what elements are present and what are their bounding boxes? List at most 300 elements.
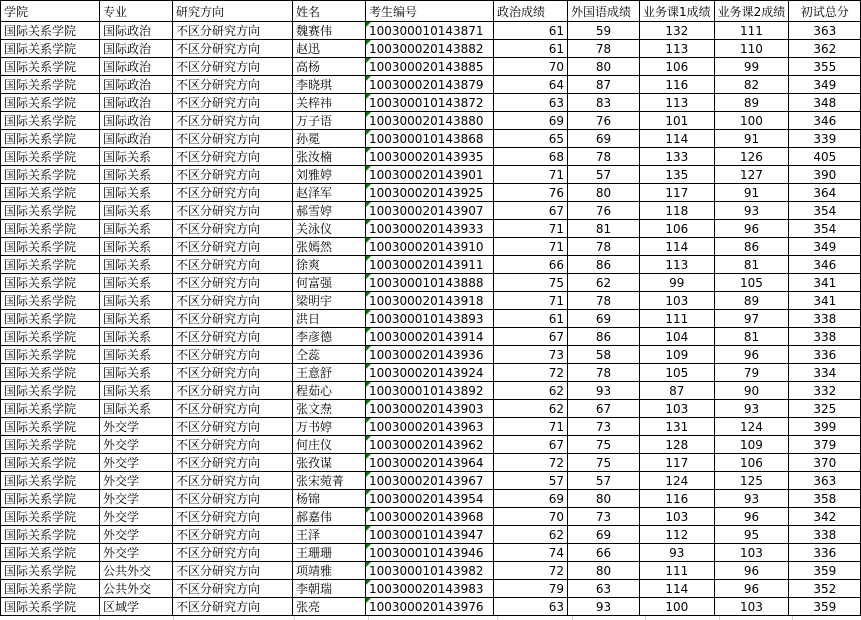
cell-politics[interactable]: 64 bbox=[494, 76, 568, 94]
cell-foreign[interactable]: 69 bbox=[568, 130, 640, 148]
cell-politics[interactable]: 71 bbox=[494, 166, 568, 184]
cell-total[interactable]: 354 bbox=[789, 202, 861, 220]
cell-course1[interactable]: 113 bbox=[640, 40, 715, 58]
cell-direction[interactable]: 不区分研究方向 bbox=[173, 184, 293, 202]
cell-name[interactable]: 徐爽 bbox=[293, 256, 366, 274]
cell-name[interactable]: 刘雅婷 bbox=[293, 166, 366, 184]
cell-course1[interactable]: 135 bbox=[640, 166, 715, 184]
cell-id[interactable] bbox=[366, 526, 494, 544]
cell-foreign[interactable]: 93 bbox=[568, 598, 640, 616]
cell-name[interactable]: 洪日 bbox=[293, 310, 366, 328]
cell-course1[interactable]: 128 bbox=[640, 436, 715, 454]
cell-course2[interactable]: 96 bbox=[714, 346, 789, 364]
cell-politics[interactable]: 72 bbox=[494, 454, 568, 472]
cell-name[interactable]: 张亮 bbox=[293, 598, 366, 616]
cell-direction[interactable]: 不区分研究方向 bbox=[173, 400, 293, 418]
cell-name[interactable]: 李彦德 bbox=[293, 328, 366, 346]
cell-direction[interactable]: 不区分研究方向 bbox=[173, 544, 293, 562]
cell-foreign[interactable]: 93 bbox=[568, 382, 640, 400]
cell-direction[interactable]: 不区分研究方向 bbox=[173, 130, 293, 148]
cell-foreign[interactable]: 73 bbox=[568, 418, 640, 436]
cell-direction[interactable]: 不区分研究方向 bbox=[173, 274, 293, 292]
cell-course1[interactable]: 103 bbox=[640, 292, 715, 310]
cell-college[interactable]: 国际关系学院 bbox=[1, 310, 100, 328]
cell-college[interactable]: 国际关系学院 bbox=[1, 220, 100, 238]
cell-major[interactable]: 国际政治 bbox=[100, 130, 173, 148]
cell-name[interactable]: 梁明宇 bbox=[293, 292, 366, 310]
cell-course1[interactable]: 116 bbox=[640, 490, 715, 508]
cell-course2[interactable]: 82 bbox=[714, 76, 789, 94]
cell-name[interactable]: 仝蕊 bbox=[293, 346, 366, 364]
cell-direction[interactable]: 不区分研究方向 bbox=[173, 292, 293, 310]
cell-foreign[interactable]: 80 bbox=[568, 184, 640, 202]
cell-total[interactable]: 355 bbox=[789, 58, 861, 76]
cell-foreign[interactable]: 78 bbox=[568, 238, 640, 256]
cell-course1[interactable]: 114 bbox=[640, 130, 715, 148]
cell-college[interactable]: 国际关系学院 bbox=[1, 22, 100, 40]
cell-total[interactable]: 346 bbox=[789, 256, 861, 274]
cell-major[interactable]: 公共外交 bbox=[100, 562, 173, 580]
cell-foreign[interactable]: 75 bbox=[568, 436, 640, 454]
cell-foreign[interactable]: 86 bbox=[568, 328, 640, 346]
cell-course2[interactable]: 89 bbox=[714, 94, 789, 112]
cell-politics[interactable]: 65 bbox=[494, 130, 568, 148]
cell-college[interactable]: 国际关系学院 bbox=[1, 382, 100, 400]
cell-course1[interactable]: 109 bbox=[640, 346, 715, 364]
cell-direction[interactable]: 不区分研究方向 bbox=[173, 256, 293, 274]
cell-college[interactable]: 国际关系学院 bbox=[1, 94, 100, 112]
cell-direction[interactable]: 不区分研究方向 bbox=[173, 598, 293, 616]
cell-id[interactable] bbox=[366, 598, 494, 616]
cell-course2[interactable]: 96 bbox=[714, 562, 789, 580]
cell-foreign[interactable]: 62 bbox=[568, 274, 640, 292]
cell-direction[interactable]: 不区分研究方向 bbox=[173, 58, 293, 76]
cell-course2[interactable]: 91 bbox=[714, 130, 789, 148]
cell-total[interactable]: 352 bbox=[789, 580, 861, 598]
cell-major[interactable]: 国际关系 bbox=[100, 220, 173, 238]
cell-course1[interactable]: 87 bbox=[640, 382, 715, 400]
cell-college[interactable]: 国际关系学院 bbox=[1, 166, 100, 184]
cell-politics[interactable]: 71 bbox=[494, 238, 568, 256]
cell-name[interactable]: 王意舒 bbox=[293, 364, 366, 382]
cell-major[interactable]: 公共外交 bbox=[100, 580, 173, 598]
cell-college[interactable]: 国际关系学院 bbox=[1, 454, 100, 472]
cell-id[interactable] bbox=[366, 436, 494, 454]
cell-total[interactable]: 325 bbox=[789, 400, 861, 418]
cell-total[interactable]: 338 bbox=[789, 328, 861, 346]
cell-name[interactable]: 何富强 bbox=[293, 274, 366, 292]
cell-id[interactable] bbox=[366, 148, 494, 166]
cell-course2[interactable]: 96 bbox=[714, 580, 789, 598]
cell-foreign[interactable]: 83 bbox=[568, 94, 640, 112]
cell-total[interactable]: 341 bbox=[789, 292, 861, 310]
cell-total[interactable]: 363 bbox=[789, 22, 861, 40]
cell-course1[interactable]: 117 bbox=[640, 454, 715, 472]
cell-foreign[interactable]: 80 bbox=[568, 562, 640, 580]
cell-direction[interactable]: 不区分研究方向 bbox=[173, 112, 293, 130]
cell-total[interactable]: 399 bbox=[789, 418, 861, 436]
cell-college[interactable]: 国际关系学院 bbox=[1, 112, 100, 130]
cell-politics[interactable]: 75 bbox=[494, 274, 568, 292]
cell-major[interactable]: 国际政治 bbox=[100, 40, 173, 58]
cell-name[interactable]: 赵泽军 bbox=[293, 184, 366, 202]
cell-foreign[interactable]: 80 bbox=[568, 58, 640, 76]
cell-major[interactable]: 国际关系 bbox=[100, 202, 173, 220]
cell-name[interactable]: 郝嘉伟 bbox=[293, 508, 366, 526]
cell-name[interactable]: 万子语 bbox=[293, 112, 366, 130]
cell-total[interactable]: 349 bbox=[789, 76, 861, 94]
cell-foreign[interactable]: 76 bbox=[568, 112, 640, 130]
cell-id[interactable] bbox=[366, 382, 494, 400]
cell-course2[interactable]: 109 bbox=[714, 436, 789, 454]
cell-course1[interactable]: 101 bbox=[640, 112, 715, 130]
cell-direction[interactable]: 不区分研究方向 bbox=[173, 382, 293, 400]
cell-foreign[interactable]: 73 bbox=[568, 508, 640, 526]
cell-direction[interactable]: 不区分研究方向 bbox=[173, 22, 293, 40]
cell-id[interactable] bbox=[366, 418, 494, 436]
cell-name[interactable]: 张文焘 bbox=[293, 400, 366, 418]
cell-politics[interactable]: 67 bbox=[494, 436, 568, 454]
cell-course1[interactable]: 114 bbox=[640, 238, 715, 256]
cell-college[interactable]: 国际关系学院 bbox=[1, 130, 100, 148]
cell-id[interactable] bbox=[366, 94, 494, 112]
cell-id[interactable] bbox=[366, 274, 494, 292]
cell-direction[interactable]: 不区分研究方向 bbox=[173, 526, 293, 544]
cell-major[interactable]: 国际关系 bbox=[100, 328, 173, 346]
cell-politics[interactable]: 71 bbox=[494, 418, 568, 436]
cell-politics[interactable]: 62 bbox=[494, 526, 568, 544]
cell-name[interactable]: 张嫣然 bbox=[293, 238, 366, 256]
cell-major[interactable]: 国际政治 bbox=[100, 22, 173, 40]
cell-course2[interactable]: 79 bbox=[714, 364, 789, 382]
cell-politics[interactable]: 73 bbox=[494, 346, 568, 364]
cell-major[interactable]: 国际关系 bbox=[100, 346, 173, 364]
cell-foreign[interactable]: 58 bbox=[568, 346, 640, 364]
cell-id[interactable] bbox=[366, 400, 494, 418]
cell-id[interactable] bbox=[366, 112, 494, 130]
cell-total[interactable]: 358 bbox=[789, 490, 861, 508]
cell-politics[interactable]: 79 bbox=[494, 580, 568, 598]
cell-name[interactable]: 魏赛伟 bbox=[293, 22, 366, 40]
cell-id[interactable] bbox=[366, 454, 494, 472]
cell-direction[interactable]: 不区分研究方向 bbox=[173, 418, 293, 436]
cell-course2[interactable]: 81 bbox=[714, 256, 789, 274]
cell-id[interactable] bbox=[366, 220, 494, 238]
cell-total[interactable]: 359 bbox=[789, 598, 861, 616]
cell-name[interactable]: 李朝瑞 bbox=[293, 580, 366, 598]
cell-college[interactable]: 国际关系学院 bbox=[1, 292, 100, 310]
cell-major[interactable]: 国际关系 bbox=[100, 364, 173, 382]
cell-politics[interactable]: 61 bbox=[494, 40, 568, 58]
cell-course2[interactable]: 124 bbox=[714, 418, 789, 436]
cell-course1[interactable]: 104 bbox=[640, 328, 715, 346]
cell-name[interactable]: 高杨 bbox=[293, 58, 366, 76]
cell-major[interactable]: 国际政治 bbox=[100, 58, 173, 76]
cell-foreign[interactable]: 69 bbox=[568, 526, 640, 544]
cell-politics[interactable]: 70 bbox=[494, 58, 568, 76]
header-name[interactable]: 姓名 bbox=[293, 1, 366, 22]
cell-course2[interactable]: 96 bbox=[714, 220, 789, 238]
cell-id[interactable] bbox=[366, 364, 494, 382]
cell-direction[interactable]: 不区分研究方向 bbox=[173, 220, 293, 238]
cell-major[interactable]: 国际政治 bbox=[100, 112, 173, 130]
cell-id[interactable] bbox=[366, 472, 494, 490]
cell-major[interactable]: 外交学 bbox=[100, 472, 173, 490]
cell-major[interactable]: 区域学 bbox=[100, 598, 173, 616]
cell-course1[interactable]: 106 bbox=[640, 58, 715, 76]
cell-total[interactable]: 370 bbox=[789, 454, 861, 472]
cell-foreign[interactable]: 63 bbox=[568, 580, 640, 598]
cell-total[interactable]: 346 bbox=[789, 112, 861, 130]
cell-course2[interactable]: 100 bbox=[714, 112, 789, 130]
cell-course2[interactable]: 103 bbox=[714, 598, 789, 616]
cell-direction[interactable]: 不区分研究方向 bbox=[173, 490, 293, 508]
cell-course1[interactable]: 124 bbox=[640, 472, 715, 490]
cell-course2[interactable]: 90 bbox=[714, 382, 789, 400]
cell-major[interactable]: 外交学 bbox=[100, 418, 173, 436]
cell-course2[interactable]: 126 bbox=[714, 148, 789, 166]
cell-college[interactable]: 国际关系学院 bbox=[1, 40, 100, 58]
cell-course2[interactable]: 91 bbox=[714, 184, 789, 202]
cell-course2[interactable]: 81 bbox=[714, 328, 789, 346]
cell-course2[interactable]: 93 bbox=[714, 202, 789, 220]
cell-college[interactable]: 国际关系学院 bbox=[1, 256, 100, 274]
cell-politics[interactable]: 69 bbox=[494, 490, 568, 508]
cell-total[interactable]: 364 bbox=[789, 184, 861, 202]
cell-politics[interactable]: 68 bbox=[494, 148, 568, 166]
cell-course1[interactable]: 103 bbox=[640, 508, 715, 526]
cell-course2[interactable]: 93 bbox=[714, 400, 789, 418]
cell-college[interactable]: 国际关系学院 bbox=[1, 148, 100, 166]
cell-name[interactable]: 杨锦 bbox=[293, 490, 366, 508]
cell-total[interactable]: 379 bbox=[789, 436, 861, 454]
cell-direction[interactable]: 不区分研究方向 bbox=[173, 148, 293, 166]
cell-foreign[interactable]: 87 bbox=[568, 76, 640, 94]
cell-total[interactable]: 338 bbox=[789, 526, 861, 544]
cell-course1[interactable]: 117 bbox=[640, 184, 715, 202]
cell-id[interactable] bbox=[366, 130, 494, 148]
cell-total[interactable]: 336 bbox=[789, 544, 861, 562]
cell-foreign[interactable]: 78 bbox=[568, 148, 640, 166]
cell-total[interactable]: 363 bbox=[789, 472, 861, 490]
cell-name[interactable]: 关梓祎 bbox=[293, 94, 366, 112]
cell-id[interactable] bbox=[366, 238, 494, 256]
cell-course1[interactable]: 100 bbox=[640, 598, 715, 616]
cell-major[interactable]: 国际关系 bbox=[100, 400, 173, 418]
header-politics[interactable]: 政治成绩 bbox=[494, 1, 568, 22]
cell-major[interactable]: 国际关系 bbox=[100, 274, 173, 292]
cell-college[interactable]: 国际关系学院 bbox=[1, 274, 100, 292]
header-foreign[interactable]: 外国语成绩 bbox=[568, 1, 640, 22]
cell-total[interactable]: 405 bbox=[789, 148, 861, 166]
cell-college[interactable]: 国际关系学院 bbox=[1, 364, 100, 382]
cell-course1[interactable]: 114 bbox=[640, 580, 715, 598]
cell-college[interactable]: 国际关系学院 bbox=[1, 400, 100, 418]
header-candidate-id[interactable]: 考生编号 bbox=[366, 1, 494, 22]
cell-politics[interactable]: 61 bbox=[494, 310, 568, 328]
cell-name[interactable]: 王珊珊 bbox=[293, 544, 366, 562]
cell-foreign[interactable]: 78 bbox=[568, 292, 640, 310]
cell-major[interactable]: 国际政治 bbox=[100, 94, 173, 112]
cell-politics[interactable]: 70 bbox=[494, 508, 568, 526]
cell-major[interactable]: 国际关系 bbox=[100, 184, 173, 202]
header-course1[interactable]: 业务课1成绩 bbox=[640, 1, 715, 22]
cell-direction[interactable]: 不区分研究方向 bbox=[173, 346, 293, 364]
cell-id[interactable] bbox=[366, 562, 494, 580]
cell-direction[interactable]: 不区分研究方向 bbox=[173, 94, 293, 112]
cell-foreign[interactable]: 86 bbox=[568, 256, 640, 274]
cell-politics[interactable]: 72 bbox=[494, 364, 568, 382]
cell-course2[interactable]: 95 bbox=[714, 526, 789, 544]
cell-course1[interactable]: 132 bbox=[640, 22, 715, 40]
cell-name[interactable]: 李晓琪 bbox=[293, 76, 366, 94]
cell-course2[interactable]: 99 bbox=[714, 58, 789, 76]
cell-total[interactable]: 334 bbox=[789, 364, 861, 382]
cell-course2[interactable]: 105 bbox=[714, 274, 789, 292]
cell-major[interactable]: 国际关系 bbox=[100, 238, 173, 256]
cell-major[interactable]: 国际关系 bbox=[100, 382, 173, 400]
cell-course1[interactable]: 103 bbox=[640, 400, 715, 418]
header-college[interactable]: 学院 bbox=[1, 1, 100, 22]
cell-direction[interactable]: 不区分研究方向 bbox=[173, 364, 293, 382]
cell-course2[interactable]: 93 bbox=[714, 490, 789, 508]
cell-id[interactable] bbox=[366, 184, 494, 202]
cell-major[interactable]: 外交学 bbox=[100, 490, 173, 508]
cell-course2[interactable]: 103 bbox=[714, 544, 789, 562]
cell-direction[interactable]: 不区分研究方向 bbox=[173, 40, 293, 58]
cell-foreign[interactable]: 69 bbox=[568, 310, 640, 328]
cell-politics[interactable]: 71 bbox=[494, 220, 568, 238]
cell-foreign[interactable]: 75 bbox=[568, 454, 640, 472]
cell-politics[interactable]: 62 bbox=[494, 382, 568, 400]
cell-total[interactable]: 332 bbox=[789, 382, 861, 400]
cell-total[interactable]: 390 bbox=[789, 166, 861, 184]
cell-college[interactable]: 国际关系学院 bbox=[1, 328, 100, 346]
cell-course2[interactable]: 97 bbox=[714, 310, 789, 328]
cell-id[interactable] bbox=[366, 544, 494, 562]
cell-total[interactable]: 349 bbox=[789, 238, 861, 256]
cell-politics[interactable]: 69 bbox=[494, 112, 568, 130]
cell-direction[interactable]: 不区分研究方向 bbox=[173, 436, 293, 454]
header-major[interactable]: 专业 bbox=[100, 1, 173, 22]
cell-foreign[interactable]: 67 bbox=[568, 400, 640, 418]
cell-politics[interactable]: 74 bbox=[494, 544, 568, 562]
cell-college[interactable]: 国际关系学院 bbox=[1, 202, 100, 220]
cell-name[interactable]: 万书婷 bbox=[293, 418, 366, 436]
cell-id[interactable] bbox=[366, 292, 494, 310]
cell-politics[interactable]: 67 bbox=[494, 202, 568, 220]
cell-college[interactable]: 国际关系学院 bbox=[1, 184, 100, 202]
cell-course2[interactable]: 106 bbox=[714, 454, 789, 472]
cell-name[interactable]: 程茹心 bbox=[293, 382, 366, 400]
cell-direction[interactable]: 不区分研究方向 bbox=[173, 166, 293, 184]
cell-course1[interactable]: 111 bbox=[640, 562, 715, 580]
cell-direction[interactable]: 不区分研究方向 bbox=[173, 562, 293, 580]
cell-politics[interactable]: 61 bbox=[494, 22, 568, 40]
cell-direction[interactable]: 不区分研究方向 bbox=[173, 472, 293, 490]
cell-id[interactable] bbox=[366, 40, 494, 58]
cell-college[interactable]: 国际关系学院 bbox=[1, 526, 100, 544]
cell-foreign[interactable]: 57 bbox=[568, 166, 640, 184]
cell-direction[interactable]: 不区分研究方向 bbox=[173, 76, 293, 94]
cell-course1[interactable]: 118 bbox=[640, 202, 715, 220]
cell-name[interactable]: 郝雪婷 bbox=[293, 202, 366, 220]
cell-direction[interactable]: 不区分研究方向 bbox=[173, 508, 293, 526]
cell-total[interactable]: 339 bbox=[789, 130, 861, 148]
cell-name[interactable]: 张宋菀菁 bbox=[293, 472, 366, 490]
cell-college[interactable]: 国际关系学院 bbox=[1, 562, 100, 580]
cell-course2[interactable]: 125 bbox=[714, 472, 789, 490]
cell-direction[interactable]: 不区分研究方向 bbox=[173, 310, 293, 328]
cell-major[interactable]: 国际政治 bbox=[100, 76, 173, 94]
cell-major[interactable]: 外交学 bbox=[100, 526, 173, 544]
cell-total[interactable]: 359 bbox=[789, 562, 861, 580]
cell-college[interactable]: 国际关系学院 bbox=[1, 598, 100, 616]
cell-college[interactable]: 国际关系学院 bbox=[1, 238, 100, 256]
header-course2[interactable]: 业务课2成绩 bbox=[714, 1, 789, 22]
cell-politics[interactable]: 57 bbox=[494, 472, 568, 490]
cell-course1[interactable]: 116 bbox=[640, 76, 715, 94]
cell-major[interactable]: 国际关系 bbox=[100, 310, 173, 328]
cell-course1[interactable]: 113 bbox=[640, 94, 715, 112]
cell-college[interactable]: 国际关系学院 bbox=[1, 76, 100, 94]
cell-foreign[interactable]: 80 bbox=[568, 490, 640, 508]
cell-id[interactable] bbox=[366, 328, 494, 346]
cell-total[interactable]: 354 bbox=[789, 220, 861, 238]
cell-name[interactable]: 关泳仪 bbox=[293, 220, 366, 238]
cell-foreign[interactable]: 66 bbox=[568, 544, 640, 562]
cell-total[interactable]: 348 bbox=[789, 94, 861, 112]
cell-college[interactable]: 国际关系学院 bbox=[1, 544, 100, 562]
cell-direction[interactable]: 不区分研究方向 bbox=[173, 580, 293, 598]
cell-college[interactable]: 国际关系学院 bbox=[1, 508, 100, 526]
cell-name[interactable]: 王泽 bbox=[293, 526, 366, 544]
cell-college[interactable]: 国际关系学院 bbox=[1, 58, 100, 76]
header-total[interactable]: 初试总分 bbox=[789, 1, 861, 22]
cell-id[interactable] bbox=[366, 166, 494, 184]
cell-politics[interactable]: 63 bbox=[494, 94, 568, 112]
cell-politics[interactable]: 63 bbox=[494, 598, 568, 616]
cell-college[interactable]: 国际关系学院 bbox=[1, 436, 100, 454]
cell-course2[interactable]: 111 bbox=[714, 22, 789, 40]
cell-name[interactable]: 何庄仪 bbox=[293, 436, 366, 454]
cell-course2[interactable]: 86 bbox=[714, 238, 789, 256]
cell-course2[interactable]: 110 bbox=[714, 40, 789, 58]
cell-direction[interactable]: 不区分研究方向 bbox=[173, 202, 293, 220]
cell-course1[interactable]: 131 bbox=[640, 418, 715, 436]
cell-total[interactable]: 338 bbox=[789, 310, 861, 328]
cell-college[interactable]: 国际关系学院 bbox=[1, 418, 100, 436]
cell-total[interactable]: 336 bbox=[789, 346, 861, 364]
cell-major[interactable]: 外交学 bbox=[100, 544, 173, 562]
cell-name[interactable]: 张孜谋 bbox=[293, 454, 366, 472]
cell-major[interactable]: 外交学 bbox=[100, 508, 173, 526]
cell-name[interactable]: 孙冕 bbox=[293, 130, 366, 148]
cell-major[interactable]: 外交学 bbox=[100, 454, 173, 472]
cell-major[interactable]: 国际关系 bbox=[100, 148, 173, 166]
cell-id[interactable] bbox=[366, 256, 494, 274]
cell-foreign[interactable]: 78 bbox=[568, 364, 640, 382]
cell-politics[interactable]: 72 bbox=[494, 562, 568, 580]
cell-direction[interactable]: 不区分研究方向 bbox=[173, 454, 293, 472]
cell-politics[interactable]: 71 bbox=[494, 292, 568, 310]
header-direction[interactable]: 研究方向 bbox=[173, 1, 293, 22]
cell-course1[interactable]: 112 bbox=[640, 526, 715, 544]
cell-course2[interactable]: 96 bbox=[714, 508, 789, 526]
cell-id[interactable] bbox=[366, 22, 494, 40]
cell-major[interactable]: 国际关系 bbox=[100, 256, 173, 274]
cell-id[interactable] bbox=[366, 58, 494, 76]
